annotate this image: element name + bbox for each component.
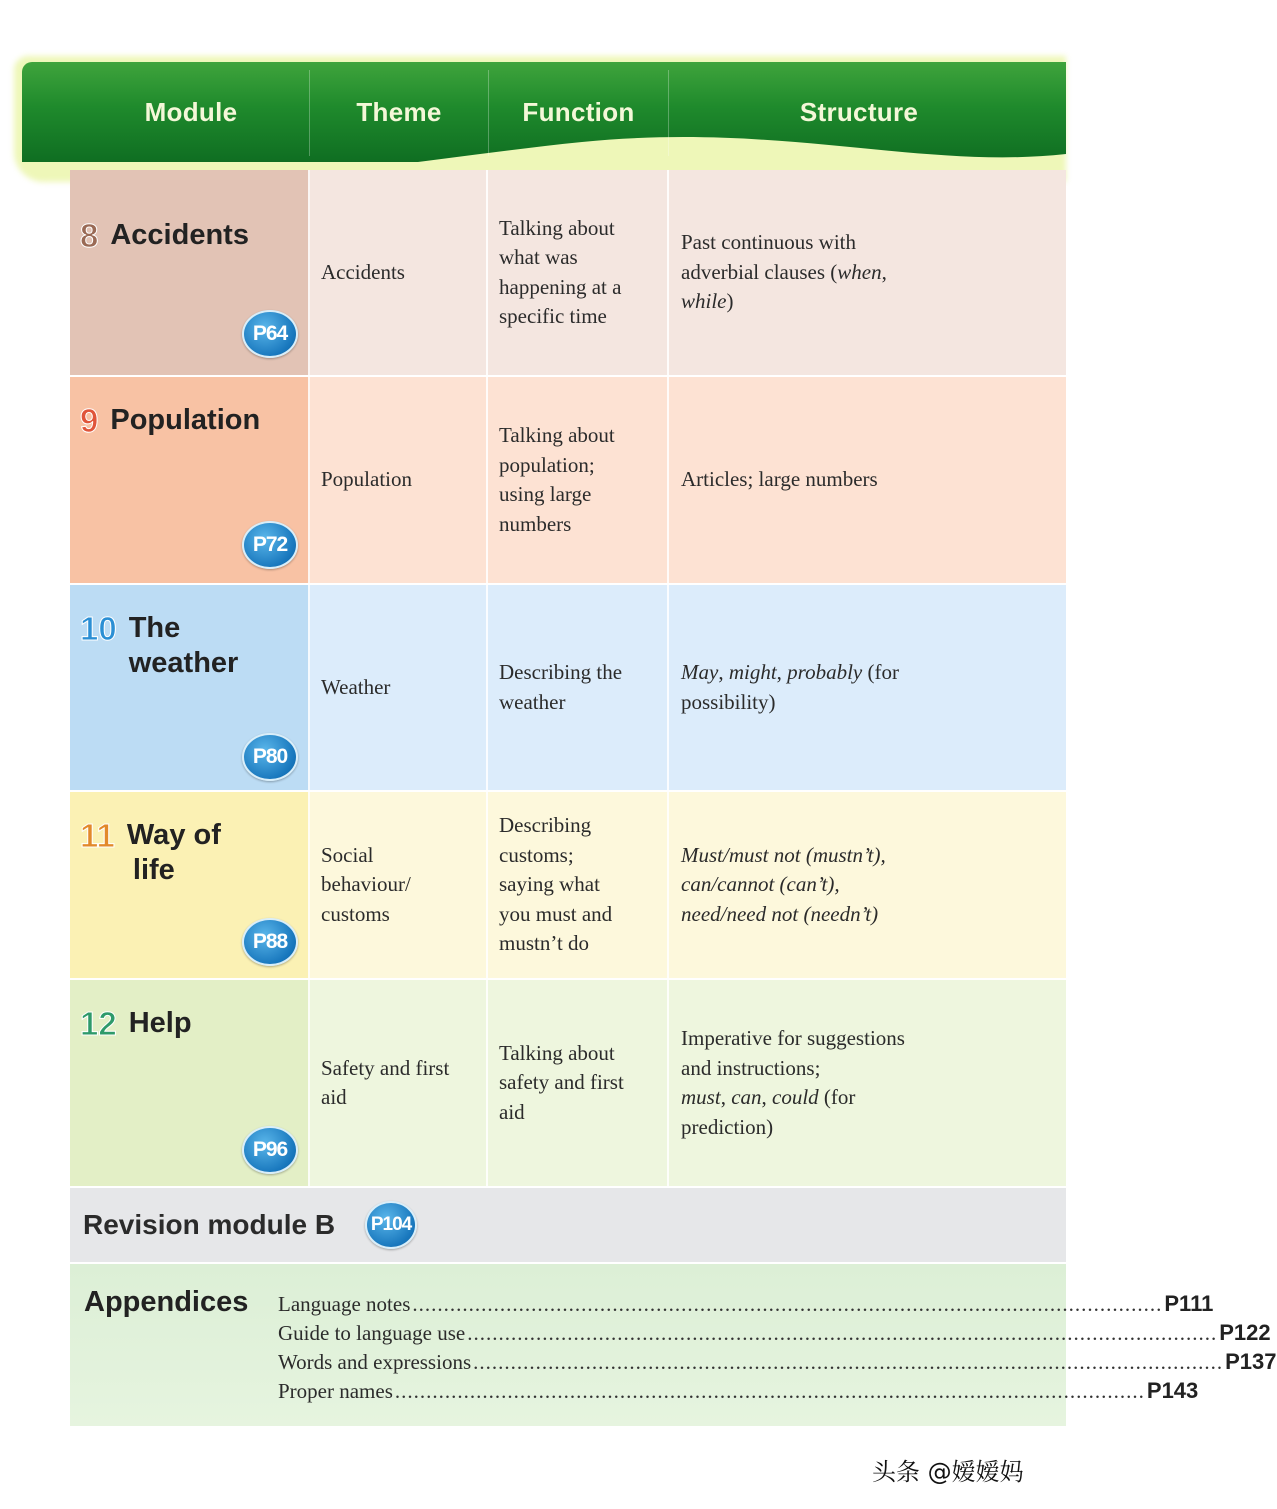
text: possibility) <box>681 689 776 714</box>
appendix-name: Guide to language use <box>278 1321 466 1345</box>
text: Talking about <box>499 215 615 240</box>
module-cell <box>70 792 310 978</box>
text: Articles; large numbers <box>681 467 878 492</box>
module-number: 10 <box>80 610 117 647</box>
italic-text: Must/must not (mustn’t), <box>681 842 886 867</box>
structure-line <box>681 287 887 317</box>
module-name-line: Way of <box>126 819 221 851</box>
italic-text: could <box>772 1085 819 1109</box>
theme-cell <box>310 170 488 375</box>
text: customs <box>321 901 390 926</box>
italic-text: must <box>681 1085 721 1109</box>
appendix-page: P122 <box>1219 1320 1271 1345</box>
row-divider <box>70 978 1066 980</box>
theme-line <box>321 673 390 703</box>
text: adverbial clauses ( <box>681 259 838 284</box>
function-line <box>499 273 621 303</box>
structure-line <box>681 1083 905 1113</box>
function-line <box>499 480 615 510</box>
appendix-item[interactable] <box>278 1349 1277 1378</box>
function-line <box>499 688 622 718</box>
row-divider <box>70 375 1066 377</box>
watermark: 头条 @嫒嫒妈 <box>872 1458 1024 1486</box>
italic-text: May <box>681 660 719 684</box>
module-number: 12 <box>80 1005 117 1042</box>
text: prediction) <box>681 1114 774 1139</box>
structure-cell <box>669 170 1066 375</box>
italic-text: can/cannot (can’t), <box>681 872 840 897</box>
text: you must and <box>499 901 613 926</box>
module-cell <box>70 585 310 790</box>
column-divider <box>309 70 310 156</box>
structure-cell <box>669 585 1066 790</box>
italic-text: when <box>837 259 882 284</box>
function-line <box>499 421 615 451</box>
appendix-page: P111 <box>1164 1291 1214 1316</box>
appendix-item[interactable] <box>278 1291 1214 1320</box>
page-badge[interactable]: P80 <box>242 733 298 781</box>
structure-line <box>681 688 899 718</box>
function-line <box>499 811 612 841</box>
structure-line <box>681 841 886 871</box>
appendix-page: P137 <box>1225 1349 1277 1374</box>
module-name <box>129 611 239 681</box>
row-divider <box>70 583 1066 585</box>
module-number: 9 <box>80 402 99 439</box>
function-line <box>499 302 621 332</box>
structure-cell <box>669 792 1066 978</box>
text: mustn’t do <box>499 931 590 956</box>
module-name <box>110 218 249 253</box>
appendix-item[interactable] <box>278 1320 1271 1349</box>
appendix-page: P143 <box>1146 1378 1199 1403</box>
text: behaviour/ <box>321 872 411 897</box>
text: saying what <box>499 872 600 897</box>
text: Talking about <box>499 423 615 447</box>
appendix-name: Proper names <box>278 1379 393 1403</box>
function-line <box>499 1068 624 1098</box>
theme-cell <box>310 980 488 1186</box>
module-cell <box>70 170 310 375</box>
text: (for <box>818 1085 856 1109</box>
text: aid <box>321 1085 347 1109</box>
revision-module-title: Revision module B <box>83 1209 336 1240</box>
module-title <box>80 611 238 681</box>
column-header-function: Function <box>522 96 635 127</box>
structure-cell <box>669 980 1066 1186</box>
text: Safety and first <box>321 1055 450 1080</box>
dot-leader: ........................................................................................................................ <box>473 1350 1224 1374</box>
appendices-section <box>70 1264 1277 1426</box>
text: safety and first <box>499 1070 624 1095</box>
appendix-name: Words and expressions <box>278 1350 472 1374</box>
text: happening at a <box>499 274 622 299</box>
structure-line <box>681 1113 905 1143</box>
text: numbers <box>499 511 572 536</box>
theme-line <box>321 258 405 288</box>
structure-cell <box>669 377 1066 583</box>
appendices-title: Appendices <box>84 1286 249 1318</box>
dot-leader: ........................................................................................................................ <box>412 1292 1163 1316</box>
function-cell <box>488 170 669 375</box>
theme-line <box>321 841 411 871</box>
structure-line <box>681 258 887 288</box>
module-name-line: The <box>128 612 181 644</box>
function-line <box>499 841 612 871</box>
text: , <box>881 259 887 284</box>
text: and instructions; <box>681 1055 821 1080</box>
module-row[interactable] <box>70 377 1066 583</box>
module-title <box>80 218 249 253</box>
text: Population <box>321 467 413 492</box>
text: Past continuous with <box>681 230 857 255</box>
structure-line <box>681 900 886 930</box>
text: customs; <box>499 842 574 867</box>
italic-text: probably <box>787 660 863 684</box>
module-title <box>80 818 221 888</box>
appendix-item[interactable] <box>278 1378 1199 1407</box>
row-divider <box>70 790 1066 792</box>
text: Social <box>321 842 374 867</box>
revision-module-row[interactable] <box>70 1188 1066 1262</box>
function-line <box>499 1039 624 1069</box>
appendices-list <box>278 1291 1277 1407</box>
dot-leader: ........................................................................................................................ <box>467 1321 1218 1345</box>
column-header-theme: Theme <box>356 96 442 127</box>
module-row[interactable] <box>70 980 1066 1186</box>
structure-line <box>681 870 886 900</box>
text: population; <box>499 452 595 477</box>
page-badge[interactable]: P72 <box>242 521 298 569</box>
italic-text: might <box>728 660 777 684</box>
italic-text: can <box>731 1085 762 1109</box>
text: Imperative for suggestions <box>681 1026 905 1050</box>
theme-cell <box>310 792 488 978</box>
theme-cell <box>310 585 488 790</box>
text: Describing the <box>499 660 623 684</box>
function-line <box>499 214 621 244</box>
module-row[interactable] <box>70 585 1066 790</box>
page-badge[interactable]: P104 <box>365 1201 417 1249</box>
text: weather <box>499 689 566 714</box>
text: , <box>776 660 788 684</box>
function-cell <box>488 377 669 583</box>
text: Describing <box>499 813 592 838</box>
text: using large <box>499 482 592 506</box>
italic-text: need/need not (needn’t) <box>681 901 879 926</box>
function-line <box>499 510 615 540</box>
structure-line <box>681 465 878 495</box>
theme-line <box>321 870 411 900</box>
module-row[interactable] <box>70 170 1066 375</box>
text: aid <box>499 1099 525 1124</box>
column-divider <box>488 70 489 156</box>
module-cell <box>70 980 310 1186</box>
text: what was <box>499 245 578 269</box>
column-header-module: Module <box>144 96 238 127</box>
text: , <box>718 660 729 684</box>
function-line <box>499 243 621 273</box>
module-name-line: Accidents <box>110 219 249 251</box>
module-name-line: Population <box>110 404 261 436</box>
function-line <box>499 1098 624 1128</box>
module-number: 11 <box>80 817 115 854</box>
function-line <box>499 900 612 930</box>
function-line <box>499 658 622 688</box>
module-name-line: weather <box>128 647 239 679</box>
column-header-structure: Structure <box>799 96 919 127</box>
theme-line <box>321 900 411 930</box>
page-badge[interactable]: P96 <box>242 1126 298 1174</box>
italic-text: while <box>681 289 727 314</box>
structure-line <box>681 228 887 258</box>
page-badge[interactable]: P88 <box>242 918 298 966</box>
theme-line <box>321 1083 449 1113</box>
theme-line <box>321 1054 449 1084</box>
module-name <box>110 403 260 438</box>
module-name-line: Help <box>128 1007 192 1039</box>
module-name <box>129 1006 192 1041</box>
text: (for <box>862 660 899 684</box>
module-name <box>127 818 221 888</box>
column-divider <box>668 70 669 156</box>
module-number: 8 <box>80 217 99 254</box>
module-name-line: life <box>132 854 175 886</box>
module-title <box>80 1006 192 1041</box>
module-row[interactable] <box>70 792 1066 978</box>
function-line <box>499 929 612 959</box>
text: ) <box>726 289 734 314</box>
function-cell <box>488 585 669 790</box>
text: , <box>761 1085 773 1109</box>
structure-line <box>681 658 899 688</box>
theme-cell <box>310 377 488 583</box>
structure-line <box>681 1024 905 1054</box>
function-line <box>499 870 612 900</box>
dot-leader: ........................................................................................................................ <box>394 1379 1145 1403</box>
text: Accidents <box>321 259 405 284</box>
function-cell <box>488 980 669 1186</box>
text: specific time <box>499 304 607 328</box>
page-badge[interactable]: P64 <box>242 310 298 358</box>
module-title <box>80 403 260 438</box>
function-line <box>499 451 615 481</box>
module-cell <box>70 377 310 583</box>
theme-line <box>321 465 412 495</box>
function-cell <box>488 792 669 978</box>
text: , <box>720 1085 732 1109</box>
appendix-name: Language notes <box>278 1292 411 1316</box>
text: Weather <box>321 674 391 699</box>
structure-line <box>681 1054 905 1084</box>
text: Talking about <box>499 1040 615 1065</box>
